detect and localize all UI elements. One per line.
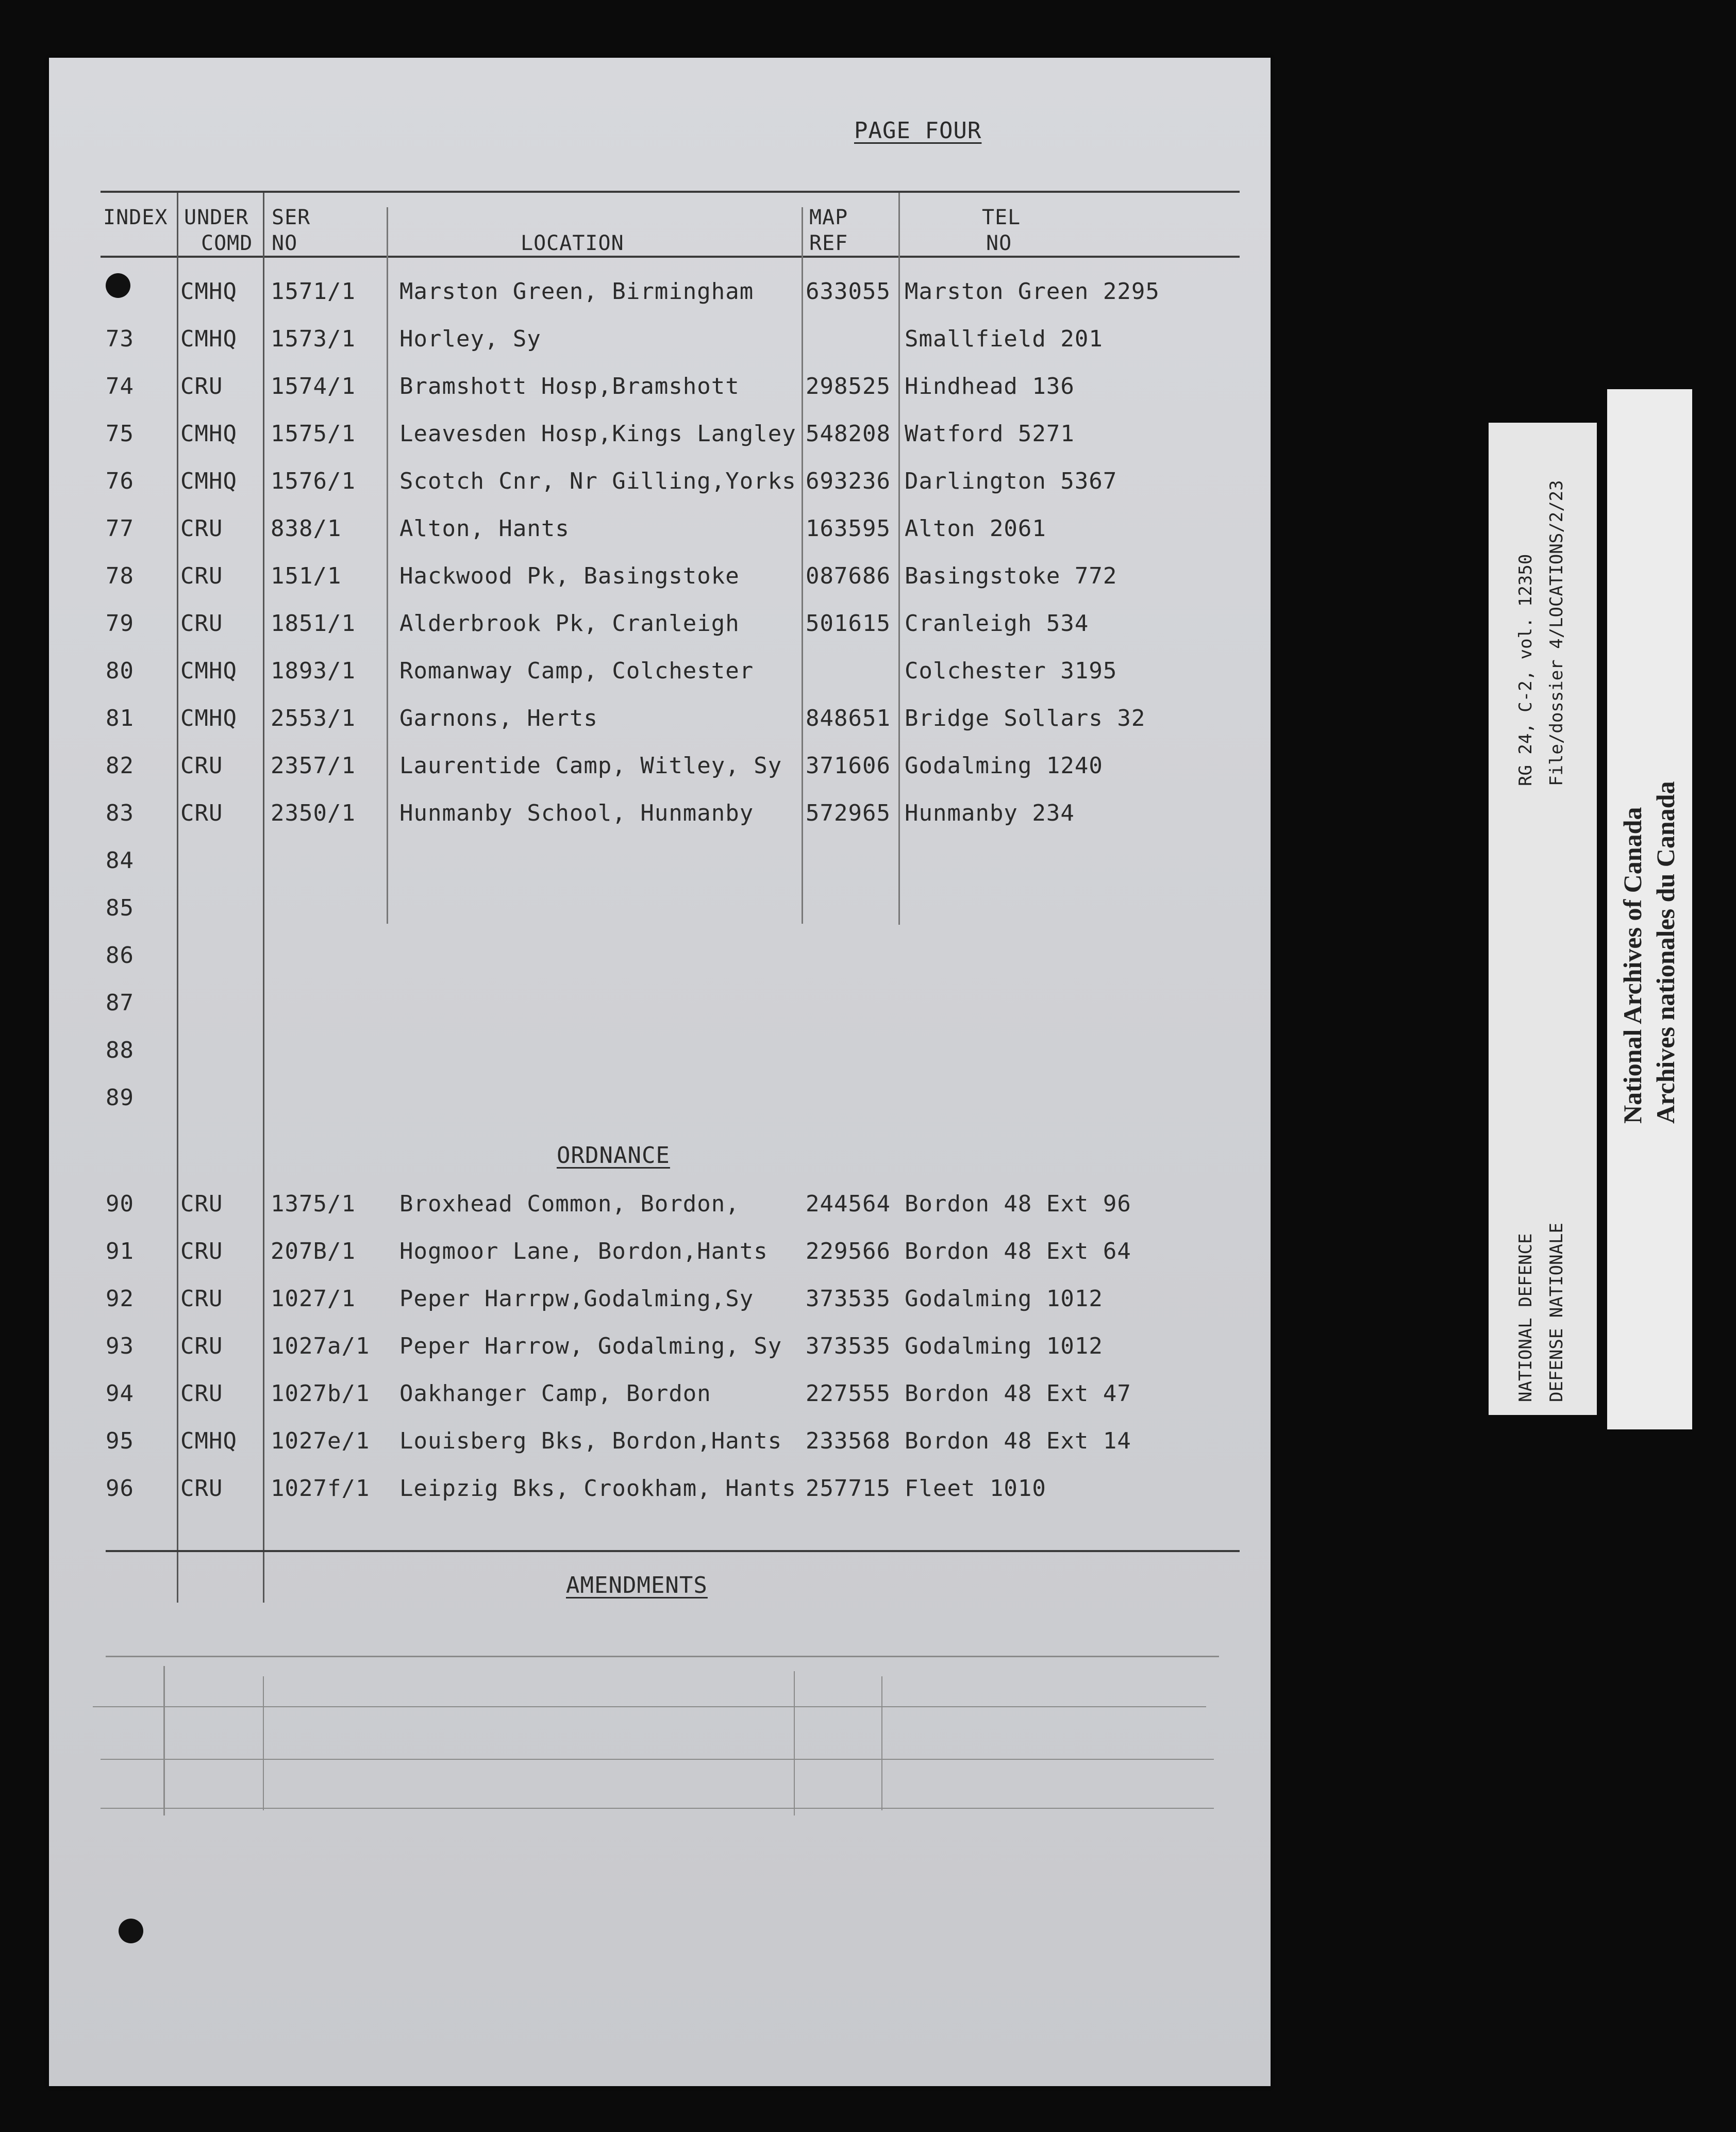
punch-hole [106,273,130,298]
row-ser-no: 2553/1 [271,705,356,731]
row-comd: CMHQ [180,1428,237,1454]
table-row [49,563,1271,594]
table-row [49,847,1271,878]
row-index: 81 [106,705,134,731]
row-tel-no: Smallfield 201 [905,326,1103,352]
table-row [49,942,1271,973]
row-location: Laurentide Camp, Witley, Sy [399,753,782,779]
col-comd-header: COMD [201,231,253,255]
archives-name-french: Archives nationales du Canada [1651,781,1680,1124]
row-comd: CMHQ [180,658,237,684]
row-location: Alton, Hants [399,515,570,542]
row-index: 74 [106,373,134,399]
row-location: Bramshott Hosp,Bramshott [399,373,740,399]
row-index: 82 [106,753,134,779]
table-row [49,468,1271,499]
row-index: 83 [106,800,134,826]
row-comd: CRU [180,1191,223,1217]
row-map-ref: 244564 [806,1191,891,1217]
table-row [49,326,1271,357]
row-tel-no: Watford 5271 [905,421,1075,447]
department-name: NATIONAL DEFENCE [1515,1233,1536,1402]
table-row [49,658,1271,689]
header-bottom-rule [101,256,1240,258]
row-comd: CMHQ [180,278,237,305]
punch-hole [119,1919,143,1943]
row-index: 85 [106,895,134,921]
amendments-rule [101,1808,1214,1809]
row-ser-no: 1027b/1 [271,1380,370,1407]
row-index: 80 [106,658,134,684]
row-map-ref: 371606 [806,753,891,779]
row-location: Leavesden Hosp,Kings Langley [399,421,796,447]
row-location: Romanway Camp, Colchester [399,658,754,684]
page-title: PAGE FOUR [854,118,982,144]
row-comd: CRU [180,1380,223,1407]
table-row [49,705,1271,736]
row-ser-no: 1571/1 [271,278,356,305]
table-row [49,515,1271,546]
table-row [49,753,1271,784]
row-ser-no: 1027/1 [271,1286,356,1312]
row-location: Peper Harrpw,Godalming,Sy [399,1286,754,1312]
row-tel-no: Alton 2061 [905,515,1046,542]
row-tel-no: Bordon 48 Ext 14 [905,1428,1131,1454]
table-row [49,421,1271,452]
col-index-header: INDEX [103,206,168,229]
row-map-ref: 548208 [806,421,891,447]
row-index: 90 [106,1191,134,1217]
archive-reference-label [1489,423,1597,1415]
row-location: Hogmoor Lane, Bordon,Hants [399,1238,768,1264]
row-index: 88 [106,1037,134,1063]
table-bottom-rule [106,1550,1240,1552]
row-tel-no: Fleet 1010 [905,1475,1046,1502]
row-map-ref: 693236 [806,468,891,494]
row-comd: CRU [180,1475,223,1502]
row-index: 86 [106,942,134,969]
row-index: 77 [106,515,134,542]
amendments-rule [101,1759,1214,1760]
row-index: 79 [106,610,134,637]
table-row [49,610,1271,641]
row-tel-no: Colchester 3195 [905,658,1117,684]
row-ser-no: 1375/1 [271,1191,356,1217]
row-location: Peper Harrow, Godalming, Sy [399,1333,782,1359]
row-map-ref: 298525 [806,373,891,399]
row-location: Oakhanger Camp, Bordon [399,1380,711,1407]
row-map-ref: 373535 [806,1286,891,1312]
row-map-ref: 087686 [806,563,891,589]
archives-name-english: National Archives of Canada [1618,807,1647,1124]
col-location-header: LOCATION [521,231,624,255]
row-map-ref: 257715 [806,1475,891,1502]
row-map-ref: 633055 [806,278,891,305]
row-ser-no: 1893/1 [271,658,356,684]
row-index: 95 [106,1428,134,1454]
row-ser-no: 838/1 [271,515,342,542]
archive-reference-line: RG 24, C-2, vol. 12350 [1515,554,1536,786]
row-ser-no: 1575/1 [271,421,356,447]
table-row [49,1238,1271,1269]
row-index: 94 [106,1380,134,1407]
row-map-ref: 848651 [806,705,891,731]
row-location: Scotch Cnr, Nr Gilling,Yorks [399,468,796,494]
col-map-header: MAP [809,206,848,229]
row-location: Marston Green, Birmingham [399,278,754,305]
row-index: 76 [106,468,134,494]
row-tel-no: Bordon 48 Ext 64 [905,1238,1131,1264]
row-comd: CMHQ [180,705,237,731]
row-index: 73 [106,326,134,352]
row-map-ref: 163595 [806,515,891,542]
table-row [49,1428,1271,1459]
row-location: Garnons, Herts [399,705,598,731]
row-ser-no: 151/1 [271,563,342,589]
ordnance-heading: ORDNANCE [557,1142,670,1169]
row-ser-no: 1574/1 [271,373,356,399]
table-row [49,1191,1271,1222]
row-ser-no: 1576/1 [271,468,356,494]
row-comd: CRU [180,1238,223,1264]
row-ser-no: 1851/1 [271,610,356,637]
table-row [49,1037,1271,1068]
row-map-ref: 229566 [806,1238,891,1264]
row-tel-no: Bordon 48 Ext 96 [905,1191,1131,1217]
row-ser-no: 1027f/1 [271,1475,370,1502]
row-ser-no: 1027a/1 [271,1333,370,1359]
department-name: DEFENSE NATIONALE [1546,1223,1567,1402]
row-location: Horley, Sy [399,326,541,352]
row-tel-no: Darlington 5367 [905,468,1117,494]
row-ser-no: 1027e/1 [271,1428,370,1454]
document-sheet [49,58,1271,2086]
row-map-ref: 501615 [806,610,891,637]
amendments-rule [106,1656,1219,1657]
row-tel-no: Godalming 1012 [905,1286,1103,1312]
row-tel-no: Bridge Sollars 32 [905,705,1146,731]
row-tel-no: Hindhead 136 [905,373,1075,399]
row-tel-no: Bordon 48 Ext 47 [905,1380,1131,1407]
table-row [49,990,1271,1021]
row-comd: CRU [180,1286,223,1312]
archive-name-label [1607,389,1692,1429]
amendments-divider [881,1676,882,1810]
row-index: 75 [106,421,134,447]
row-location: Broxhead Common, Bordon, [399,1191,740,1217]
row-location: Alderbrook Pk, Cranleigh [399,610,740,637]
row-comd: CMHQ [180,468,237,494]
row-comd: CRU [180,373,223,399]
row-index: 84 [106,847,134,874]
row-index: 89 [106,1085,134,1111]
table-row [49,1475,1271,1506]
row-tel-no: Godalming 1240 [905,753,1103,779]
row-location: Hunmanby School, Hunmanby [399,800,754,826]
row-location: Louisberg Bks, Bordon,Hants [399,1428,782,1454]
row-ser-no: 2357/1 [271,753,356,779]
row-tel-no: Basingstoke 772 [905,563,1117,589]
row-map-ref: 227555 [806,1380,891,1407]
row-comd: CRU [180,610,223,637]
table-row [49,895,1271,926]
row-comd: CRU [180,515,223,542]
row-comd: CRU [180,563,223,589]
row-tel-no: Marston Green 2295 [905,278,1160,305]
row-location: Leipzig Bks, Crookham, Hants [399,1475,796,1502]
row-index: 91 [106,1238,134,1264]
row-index: 78 [106,563,134,589]
row-index: 92 [106,1286,134,1312]
col-under-header: UNDER [184,206,249,229]
row-map-ref: 373535 [806,1333,891,1359]
row-map-ref: 572965 [806,800,891,826]
row-comd: CRU [180,1333,223,1359]
row-ser-no: 207B/1 [271,1238,356,1264]
amendments-rule [93,1706,1206,1707]
row-index: 87 [106,990,134,1016]
row-ser-no: 2350/1 [271,800,356,826]
table-row [49,1085,1271,1115]
row-comd: CRU [180,800,223,826]
archive-reference-line: File/dossier 4/LOCATIONS/2/23 [1546,480,1567,786]
table-row [49,373,1271,404]
row-index: 93 [106,1333,134,1359]
table-row [49,1380,1271,1411]
amendments-heading: AMENDMENTS [566,1572,708,1598]
table-row [49,1286,1271,1317]
table-row [49,800,1271,831]
row-tel-no: Godalming 1012 [905,1333,1103,1359]
row-map-ref: 233568 [806,1428,891,1454]
row-location: Hackwood Pk, Basingstoke [399,563,740,589]
row-ser-no: 1573/1 [271,326,356,352]
amendments-divider [794,1671,795,1815]
col-tel-no-header: NO [986,231,1012,255]
row-comd: CMHQ [180,326,237,352]
amendments-divider [263,1676,264,1810]
col-tel-header: TEL [982,206,1021,229]
col-no-header: NO [272,231,298,255]
row-index: 96 [106,1475,134,1502]
row-comd: CMHQ [180,421,237,447]
row-tel-no: Cranleigh 534 [905,610,1089,637]
col-ser-header: SER [272,206,311,229]
col-ref-header: REF [809,231,848,255]
header-top-rule [101,191,1240,193]
amendments-divider [163,1666,165,1815]
table-row [49,1333,1271,1364]
row-tel-no: Hunmanby 234 [905,800,1075,826]
table-row [49,278,1271,309]
row-comd: CRU [180,753,223,779]
